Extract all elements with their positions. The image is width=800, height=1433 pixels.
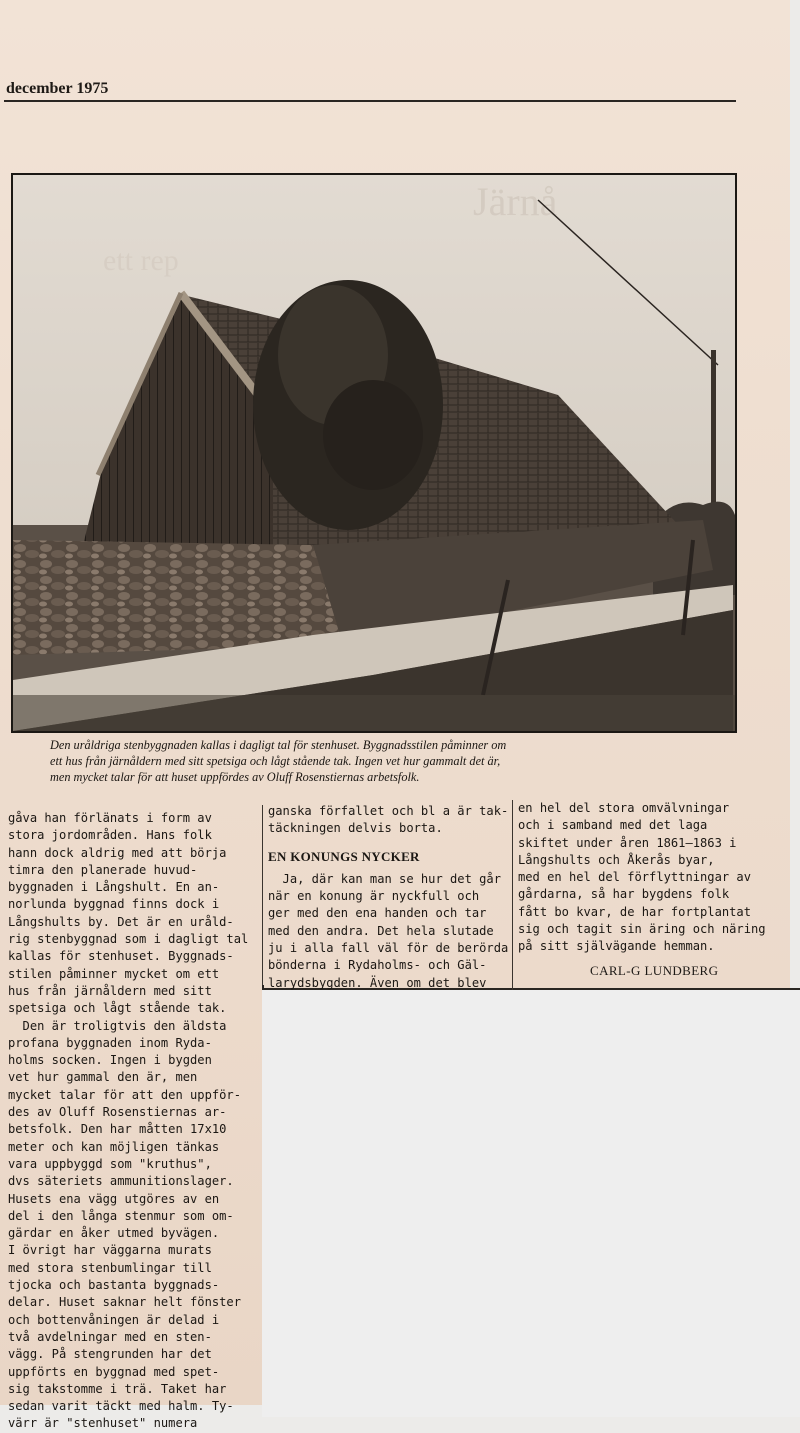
text-line: ganska förfallet och bl a är tak- bbox=[268, 804, 509, 818]
text-line: sig och tagit sin äring och näring bbox=[518, 922, 766, 937]
caption-line: ett hus från järnåldern med sitt spetsiga och lågt stående tak. Ingen vet hur gammalt det är, bbox=[50, 754, 501, 768]
text-line: fått bo kvar, de har fortplantat bbox=[518, 904, 751, 919]
text-line: vara uppbyggd som "kruthus", bbox=[8, 1156, 212, 1171]
text-line: Långshults och Åkerås byar, bbox=[518, 852, 715, 867]
text-line: I övrigt har väggarna murats bbox=[8, 1243, 212, 1258]
text-line: spetsiga och lågt stående tak. bbox=[8, 1001, 227, 1016]
text-line: des av Oluff Rosenstiernas ar- bbox=[8, 1105, 227, 1120]
caption-line: men mycket talar för att huset uppfördes av Oluff Rosenstiernas arbetsfolk. bbox=[50, 770, 420, 784]
text-line: larydsbygden. Även om det blev bbox=[268, 975, 487, 990]
svg-text:ett rep: ett rep bbox=[103, 244, 179, 277]
text-line: Den är troligtvis den äldsta bbox=[8, 1018, 227, 1033]
text-line: stilen påminner mycket om ett bbox=[8, 966, 220, 981]
text-line: med en hel del förflyttningar av bbox=[518, 870, 751, 885]
text-line: mycket talar för att den uppför- bbox=[8, 1087, 241, 1102]
blank-background-area bbox=[262, 988, 800, 1417]
text-line: och i samband med det laga bbox=[518, 818, 708, 833]
text-line: Husets ena vägg utgöres av en bbox=[8, 1191, 220, 1206]
text-line: gårdarna, så har bygdens folk bbox=[518, 887, 730, 902]
text-line: täckningen delvis borta. bbox=[268, 821, 443, 836]
text-line: ger med den ena handen och tar bbox=[268, 906, 487, 921]
text-line: med den andra. Det hela slutade bbox=[268, 923, 494, 938]
text-line: rig stenbyggnad som i dagligt tal bbox=[8, 932, 249, 947]
barn-photo bbox=[11, 173, 737, 733]
text-line: stora jordområden. Hans folk bbox=[8, 828, 212, 843]
text-line: betsfolk. Den har måtten 17x10 bbox=[8, 1122, 227, 1137]
text-line: delar. Huset saknar helt fönster bbox=[8, 1295, 241, 1310]
article-column-1 bbox=[8, 810, 260, 1433]
section-subheading: EN KONUNGS NYCKER bbox=[268, 848, 420, 864]
article-column-2 bbox=[268, 803, 508, 992]
text-line: holms socken. Ingen i bygden bbox=[8, 1053, 212, 1068]
text-line: Långshults by. Det är en uråld- bbox=[8, 914, 234, 929]
text-line: värr är "stenhuset" numera bbox=[8, 1416, 198, 1431]
text-line: vet hur gammal den är, men bbox=[8, 1070, 198, 1085]
text-line: tjocka och bastanta byggnads- bbox=[8, 1278, 220, 1293]
text-line: med stora stenbumlingar till bbox=[8, 1260, 212, 1275]
text-line: gärdar en åker utmed byvägen. bbox=[8, 1226, 220, 1241]
caption-line: Den uråldriga stenbyggnaden kallas i dagligt tal för stenhuset. Byggnadsstilen påminner om bbox=[50, 738, 507, 752]
text-line: vägg. På stengrunden har det bbox=[8, 1347, 212, 1362]
text-line: uppförts en byggnad med spet- bbox=[8, 1364, 220, 1379]
text-line: skiftet under åren 1861–1863 i bbox=[518, 835, 737, 850]
text-line: sedan varit täckt med halm. Ty- bbox=[8, 1399, 234, 1414]
text-line: profana byggnaden inom Ryda- bbox=[8, 1035, 212, 1050]
text-line: och bottenvåningen är delad i bbox=[8, 1312, 220, 1327]
header-rule bbox=[4, 100, 736, 102]
text-line: meter och kan möjligen tänkas bbox=[8, 1139, 220, 1154]
text-line: gåva han förlänats i form av bbox=[8, 811, 212, 825]
text-line: två avdelningar med en sten- bbox=[8, 1329, 212, 1344]
dateline: december 1975 bbox=[6, 80, 109, 97]
text-line: på sitt självägande hemman. bbox=[518, 939, 715, 954]
text-line: ju i alla fall väl för de berörda bbox=[268, 941, 509, 956]
barn-photo-icon bbox=[13, 175, 735, 731]
article-column-3 bbox=[518, 800, 766, 956]
text-line: del i den långa stenmur som om- bbox=[8, 1208, 234, 1223]
text-line: sig takstomme i trä. Taket har bbox=[8, 1381, 227, 1396]
column-divider bbox=[262, 805, 263, 985]
text-line: bönderna i Rydaholms- och Gäl- bbox=[268, 958, 487, 973]
author-byline: CARL-G LUNDBERG bbox=[590, 963, 719, 978]
text-line: timra den planerade huvud- bbox=[8, 862, 198, 877]
text-line: byggnaden i Långshult. En an- bbox=[8, 880, 220, 895]
text-line: Ja, där kan man se hur det går bbox=[268, 871, 501, 886]
svg-text:Järnå: Järnå bbox=[473, 179, 558, 224]
text-line: dvs säteriets ammunitionslager. bbox=[8, 1174, 234, 1189]
text-line: kallas för stenhuset. Byggnads- bbox=[8, 949, 234, 964]
text-line: när en konung är nyckfull och bbox=[268, 889, 480, 904]
column-divider bbox=[512, 800, 513, 990]
text-line: norlunda byggnad finns dock i bbox=[8, 897, 220, 912]
text-line: hann dock aldrig med att börja bbox=[8, 845, 227, 860]
photo-caption bbox=[50, 737, 740, 785]
text-line: hus från järnåldern med sitt bbox=[8, 983, 212, 998]
text-line: en hel del stora omvälvningar bbox=[518, 801, 730, 815]
